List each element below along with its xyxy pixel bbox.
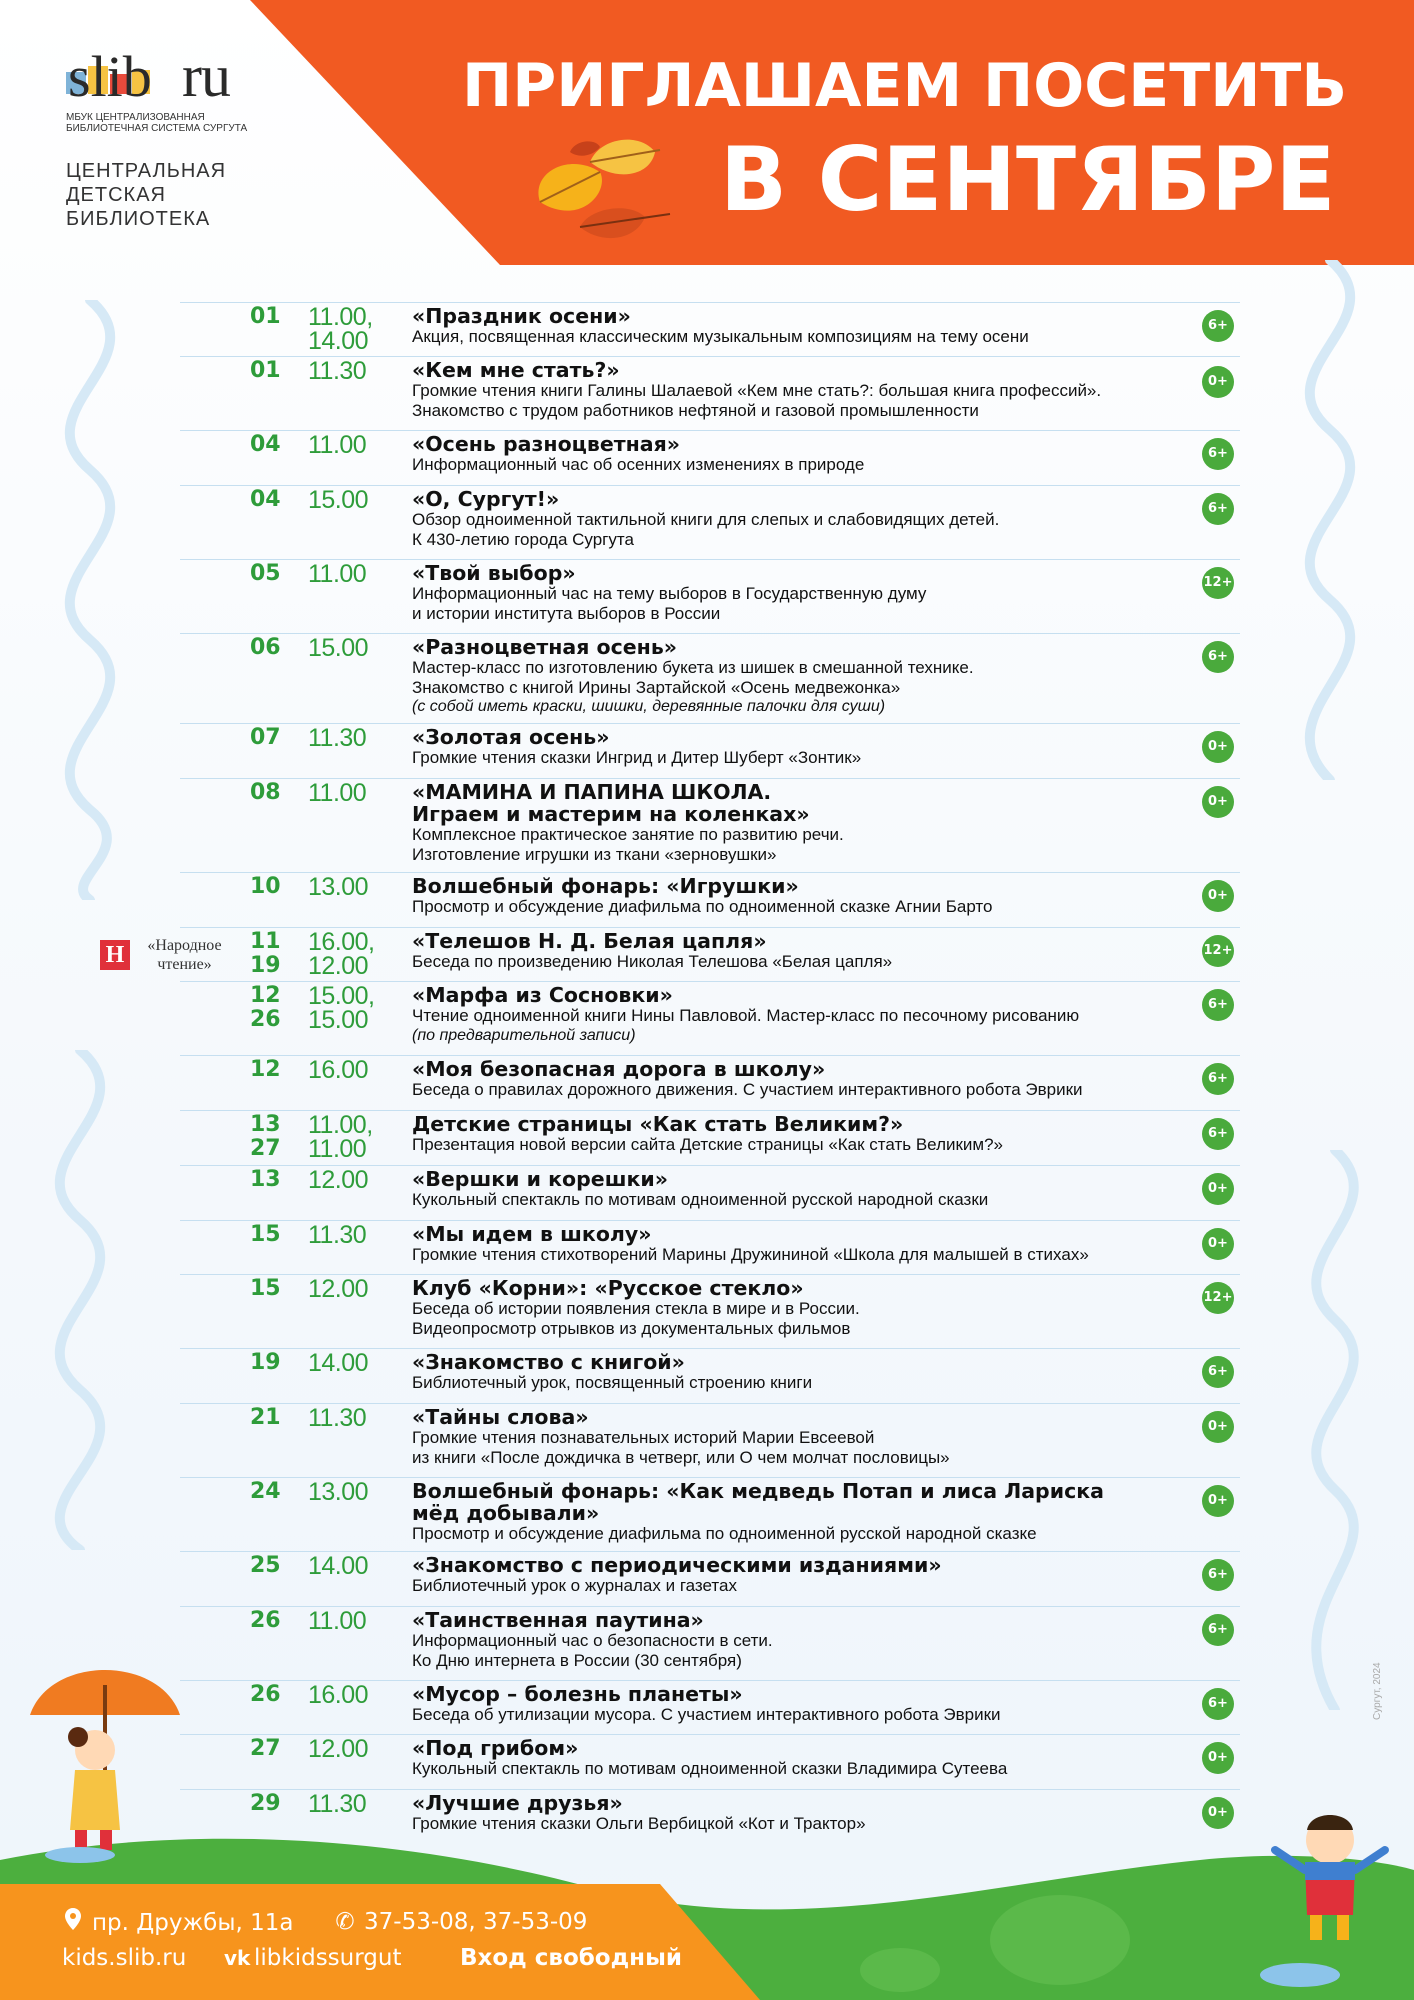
event-row — [180, 1477, 1240, 1551]
age-rating-badge: 0+ — [1202, 1228, 1234, 1260]
age-rating-badge: 6+ — [1202, 1614, 1234, 1646]
event-row — [180, 1403, 1240, 1477]
event-description: Кукольный спектакль по мотивам одноименной сказки Владимира Сутеева — [412, 1759, 1008, 1778]
event-description: Громкие чтения сказки Ингрид и Дитер Шуберт «Зонтик» — [412, 748, 862, 767]
event-description: Беседа об утилизации мусора. С участием интерактивного робота Эврики — [412, 1705, 1001, 1724]
event-time: 14.00 — [308, 1552, 369, 1580]
event-row — [180, 302, 1240, 356]
event-time: 11.30 — [308, 1221, 367, 1249]
event-day: 04 — [250, 432, 281, 457]
event-description: Информационный час об осенних изменениях в природе — [412, 455, 865, 474]
event-day: 12 — [250, 1057, 281, 1082]
event-time: 15.00 — [308, 634, 369, 662]
page-title-line1: ПРИГЛАШАЕМ ПОСЕТИТЬ — [462, 51, 1348, 121]
event-row — [180, 723, 1240, 778]
logo[interactable] — [66, 44, 286, 134]
event-description: Громкие чтения сказки Ольги Вербицкой «Кот и Трактор» — [412, 1814, 866, 1833]
event-title: «Праздник осени» — [412, 304, 631, 328]
event-title: Волшебный фонарь: «Игрушки» — [412, 874, 799, 898]
event-time: 11.30 — [308, 724, 367, 752]
event-description: Библиотечный урок, посвященный строению книги — [412, 1373, 813, 1392]
footer-site-link[interactable]: kids.slib.ru — [62, 1945, 187, 1971]
event-title: «Мы идем в школу» — [412, 1222, 652, 1246]
event-time: 16.00 — [308, 1681, 369, 1709]
event-row — [180, 1110, 1240, 1165]
footer-free-entry: Вход свободный — [460, 1945, 682, 1971]
event-title: «Твой выбор» — [412, 561, 576, 585]
side-note-year: Сургут, 2024 — [1372, 1662, 1383, 1720]
event-row — [180, 927, 1240, 981]
location-pin-icon — [62, 1908, 84, 1937]
age-rating-badge: 6+ — [1202, 641, 1234, 673]
event-day: 26 — [250, 1608, 281, 1633]
event-day: 10 — [250, 874, 281, 899]
event-day: 08 — [250, 780, 281, 805]
event-day: 26 — [250, 1682, 281, 1707]
age-rating-badge: 12+ — [1202, 1282, 1234, 1314]
event-title: «Осень разноцветная» — [412, 432, 681, 456]
event-title: «О, Сургут!» — [412, 487, 560, 511]
event-description: Обзор одноименной тактильной книги для слепых и слабовидящих детей. К 430-летию города Сургута — [412, 510, 1000, 549]
event-row — [180, 430, 1240, 485]
event-day: 11 19 — [250, 929, 281, 978]
event-day: 29 — [250, 1791, 281, 1816]
age-rating-badge: 6+ — [1202, 1356, 1234, 1388]
age-rating-badge: 0+ — [1202, 1173, 1234, 1205]
event-title: «Знакомство с книгой» — [412, 1350, 685, 1374]
library-name: ЦЕНТРАЛЬНАЯ ДЕТСКАЯ БИБЛИОТЕКА — [66, 160, 227, 230]
age-rating-badge: 6+ — [1202, 493, 1234, 525]
age-rating-badge: 6+ — [1202, 438, 1234, 470]
event-day: 12 26 — [250, 983, 281, 1032]
event-time: 11.30 — [308, 357, 367, 385]
event-day: 25 — [250, 1553, 281, 1578]
event-time: 11.30 — [308, 1790, 367, 1818]
event-description: Комплексное практическое занятие по развитию речи. Изготовление игрушки из ткани «зерновушки» — [412, 825, 844, 864]
event-title: «МАМИНА И ПАПИНА ШКОЛА. Играем и мастерим на коленках» — [412, 780, 810, 826]
event-day: 01 — [250, 304, 281, 329]
age-rating-badge: 6+ — [1202, 1118, 1234, 1150]
event-day: 19 — [250, 1350, 281, 1375]
event-row — [180, 1734, 1240, 1789]
event-day: 04 — [250, 487, 281, 512]
event-time: 15.00, 15.00 — [308, 982, 375, 1034]
event-time: 11.00 — [308, 779, 367, 807]
event-description: Презентация новой версии сайта Детские страницы «Как стать Великим?» — [412, 1135, 1004, 1154]
event-title: «Под грибом» — [412, 1736, 579, 1760]
event-row — [180, 1165, 1240, 1220]
event-time: 11.00 — [308, 560, 367, 588]
footer-address — [62, 1908, 294, 1937]
event-row — [180, 872, 1240, 927]
event-note: (по предварительной записи) — [412, 1026, 636, 1044]
event-description: Информационный час о безопасности в сети. Ко Дню интернета в России (30 сентября) — [412, 1631, 773, 1670]
event-day: 05 — [250, 561, 281, 586]
age-rating-badge: 6+ — [1202, 1559, 1234, 1591]
event-time: 11.30 — [308, 1404, 367, 1432]
event-row — [180, 356, 1240, 430]
event-row — [180, 1274, 1240, 1348]
event-title: «Вершки и корешки» — [412, 1167, 668, 1191]
event-row — [180, 633, 1240, 723]
event-title: «Моя безопасная дорога в школу» — [412, 1057, 826, 1081]
footer-vk-link[interactable] — [224, 1944, 401, 1972]
logo-mark — [66, 43, 286, 109]
event-description: Просмотр и обсуждение диафильма по одноименной русской народной сказке — [412, 1524, 1037, 1543]
age-rating-badge: 6+ — [1202, 1688, 1234, 1720]
footer-address-text: пр. Дружбы, 11а — [92, 1910, 294, 1936]
event-time: 11.00 — [308, 431, 367, 459]
autumn-leaves-icon — [520, 132, 700, 252]
age-rating-badge: 0+ — [1202, 786, 1234, 818]
age-rating-badge: 0+ — [1202, 1797, 1234, 1829]
event-title: «Кем мне стать?» — [412, 358, 620, 382]
event-title: «Разноцветная осень» — [412, 635, 678, 659]
event-description: Информационный час на тему выборов в Государственную думу и истории института выборов в России — [412, 584, 927, 623]
footer-vk-text: libkidssurgut — [254, 1945, 402, 1971]
narodnoe-chtenie-text: «Народное чтение» — [147, 937, 222, 973]
wave-doodle-left-icon — [20, 300, 160, 900]
vk-icon: vk — [224, 1946, 251, 1970]
event-row — [180, 981, 1240, 1055]
event-day: 27 — [250, 1736, 281, 1761]
event-day: 13 — [250, 1167, 281, 1192]
event-time: 13.00 — [308, 1478, 369, 1506]
event-time: 11.00, 11.00 — [308, 1111, 373, 1163]
event-title: «Лучшие друзья» — [412, 1791, 623, 1815]
age-rating-badge: 6+ — [1202, 1063, 1234, 1095]
event-day: 06 — [250, 635, 281, 660]
event-description: Просмотр и обсуждение диафильма по одноименной сказке Агнии Барто — [412, 897, 993, 916]
event-row — [180, 559, 1240, 633]
event-title: Клуб «Корни»: «Русское стекло» — [412, 1276, 804, 1300]
event-time: 14.00 — [308, 1349, 369, 1377]
event-description: Чтение одноименной книги Нины Павловой. Мастер-класс по песочному рисованию — [412, 1006, 1080, 1025]
event-time: 11.00 — [308, 1607, 367, 1635]
wave-doodle-right-icon — [1250, 260, 1400, 780]
event-description: Кукольный спектакль по мотивам одноименной русской народной сказки — [412, 1190, 989, 1209]
phone-icon: ✆ — [335, 1909, 355, 1935]
event-title: «Золотая осень» — [412, 725, 610, 749]
age-rating-badge: 6+ — [1202, 989, 1234, 1021]
event-description: Беседа о правилах дорожного движения. С участием интерактивного робота Эврики — [412, 1080, 1083, 1099]
wave-doodle-right-lower-icon — [1270, 1150, 1400, 1710]
age-rating-badge: 0+ — [1202, 1411, 1234, 1443]
event-time: 12.00 — [308, 1275, 369, 1303]
event-time: 12.00 — [308, 1735, 369, 1763]
age-rating-badge: 0+ — [1202, 1485, 1234, 1517]
event-row — [180, 1680, 1240, 1734]
event-row — [180, 485, 1240, 559]
event-day: 24 — [250, 1479, 281, 1504]
event-title: «Мусор – болезнь планеты» — [412, 1682, 743, 1706]
event-row — [180, 778, 1240, 872]
event-title: «Марфа из Сосновки» — [412, 983, 673, 1007]
event-time: 11.00, 14.00 — [308, 303, 373, 355]
event-row — [180, 1348, 1240, 1403]
event-time: 13.00 — [308, 873, 369, 901]
event-row — [180, 1220, 1240, 1274]
logo-color-blocks-icon — [66, 44, 176, 106]
page-title-line2: В СЕНТЯБРЕ — [720, 128, 1336, 231]
svg-text:slib: slib — [68, 44, 152, 106]
age-rating-badge: 12+ — [1202, 567, 1234, 599]
event-day: 01 — [250, 358, 281, 383]
event-time: 12.00 — [308, 1166, 369, 1194]
narodnoe-chtenie-icon: Н — [100, 940, 130, 970]
event-title: Волшебный фонарь: «Как медведь Потап и лиса Лариска мёд добывали» — [412, 1479, 1104, 1525]
age-rating-badge: 0+ — [1202, 880, 1234, 912]
footer-phones-text: 37-53-08, 37-53-09 — [364, 1909, 588, 1935]
event-description: Громкие чтения книги Галины Шалаевой «Кем мне стать?: большая книга профессий». Знакомство с трудом работников нефтяной и газовой промышленности — [412, 381, 1102, 420]
event-description: Беседа об истории появления стекла в мире и в России. Видеопросмотр отрывков из документальных фильмов — [412, 1299, 860, 1338]
event-description: Громкие чтения познавательных историй Марии Евсеевой из книги «После дождичка в четверг, или О чем молчат пословицы» — [412, 1428, 950, 1467]
event-day: 13 27 — [250, 1112, 281, 1161]
event-time: 16.00, 12.00 — [308, 928, 375, 980]
event-time: 16.00 — [308, 1056, 369, 1084]
event-title: «Телешов Н. Д. Белая цапля» — [412, 929, 767, 953]
event-title: «Знакомство с периодическими изданиями» — [412, 1553, 942, 1577]
wave-doodle-left-lower-icon — [10, 1050, 150, 1550]
event-description: Мастер-класс по изготовлению букета из шишек в смешанной технике. Знакомство с книгой Ирины Зартайской «Осень медвежонка» — [412, 658, 974, 697]
event-day: 07 — [250, 725, 281, 750]
age-rating-badge: 0+ — [1202, 1742, 1234, 1774]
event-row — [180, 1055, 1240, 1110]
event-time: 15.00 — [308, 486, 369, 514]
age-rating-badge: 6+ — [1202, 310, 1234, 342]
event-title: «Тайны слова» — [412, 1405, 589, 1429]
footer-contact-panel — [0, 1884, 760, 2000]
header — [0, 0, 1414, 265]
event-row — [180, 1551, 1240, 1606]
event-description: Библиотечный урок о журналах и газетах — [412, 1576, 737, 1595]
event-description: Громкие чтения стихотворений Марины Дружининой «Школа для малышей в стихах» — [412, 1245, 1089, 1264]
event-day: 15 — [250, 1222, 281, 1247]
event-description: Акция, посвященная классическим музыкальным композициям на тему осени — [412, 327, 1029, 346]
event-day: 21 — [250, 1405, 281, 1430]
event-row — [180, 1606, 1240, 1680]
footer-phones[interactable] — [334, 1908, 587, 1936]
age-rating-badge: 0+ — [1202, 366, 1234, 398]
event-day: 15 — [250, 1276, 281, 1301]
event-description: Беседа по произведению Николая Телешова «Белая цапля» — [412, 952, 893, 971]
event-title: Детские страницы «Как стать Великим?» — [412, 1112, 904, 1136]
age-rating-badge: 0+ — [1202, 731, 1234, 763]
logo-org-name: МБУК ЦЕНТРАЛИЗОВАННАЯ БИБЛИОТЕЧНАЯ СИСТЕМА СУРГУТА — [66, 112, 248, 134]
logo-wordmark: ru — [182, 43, 230, 109]
event-note: (с собой иметь краски, шишки, деревянные палочки для суши) — [412, 698, 886, 715]
age-rating-badge: 12+ — [1202, 935, 1234, 967]
event-title: «Таинственная паутина» — [412, 1608, 704, 1632]
